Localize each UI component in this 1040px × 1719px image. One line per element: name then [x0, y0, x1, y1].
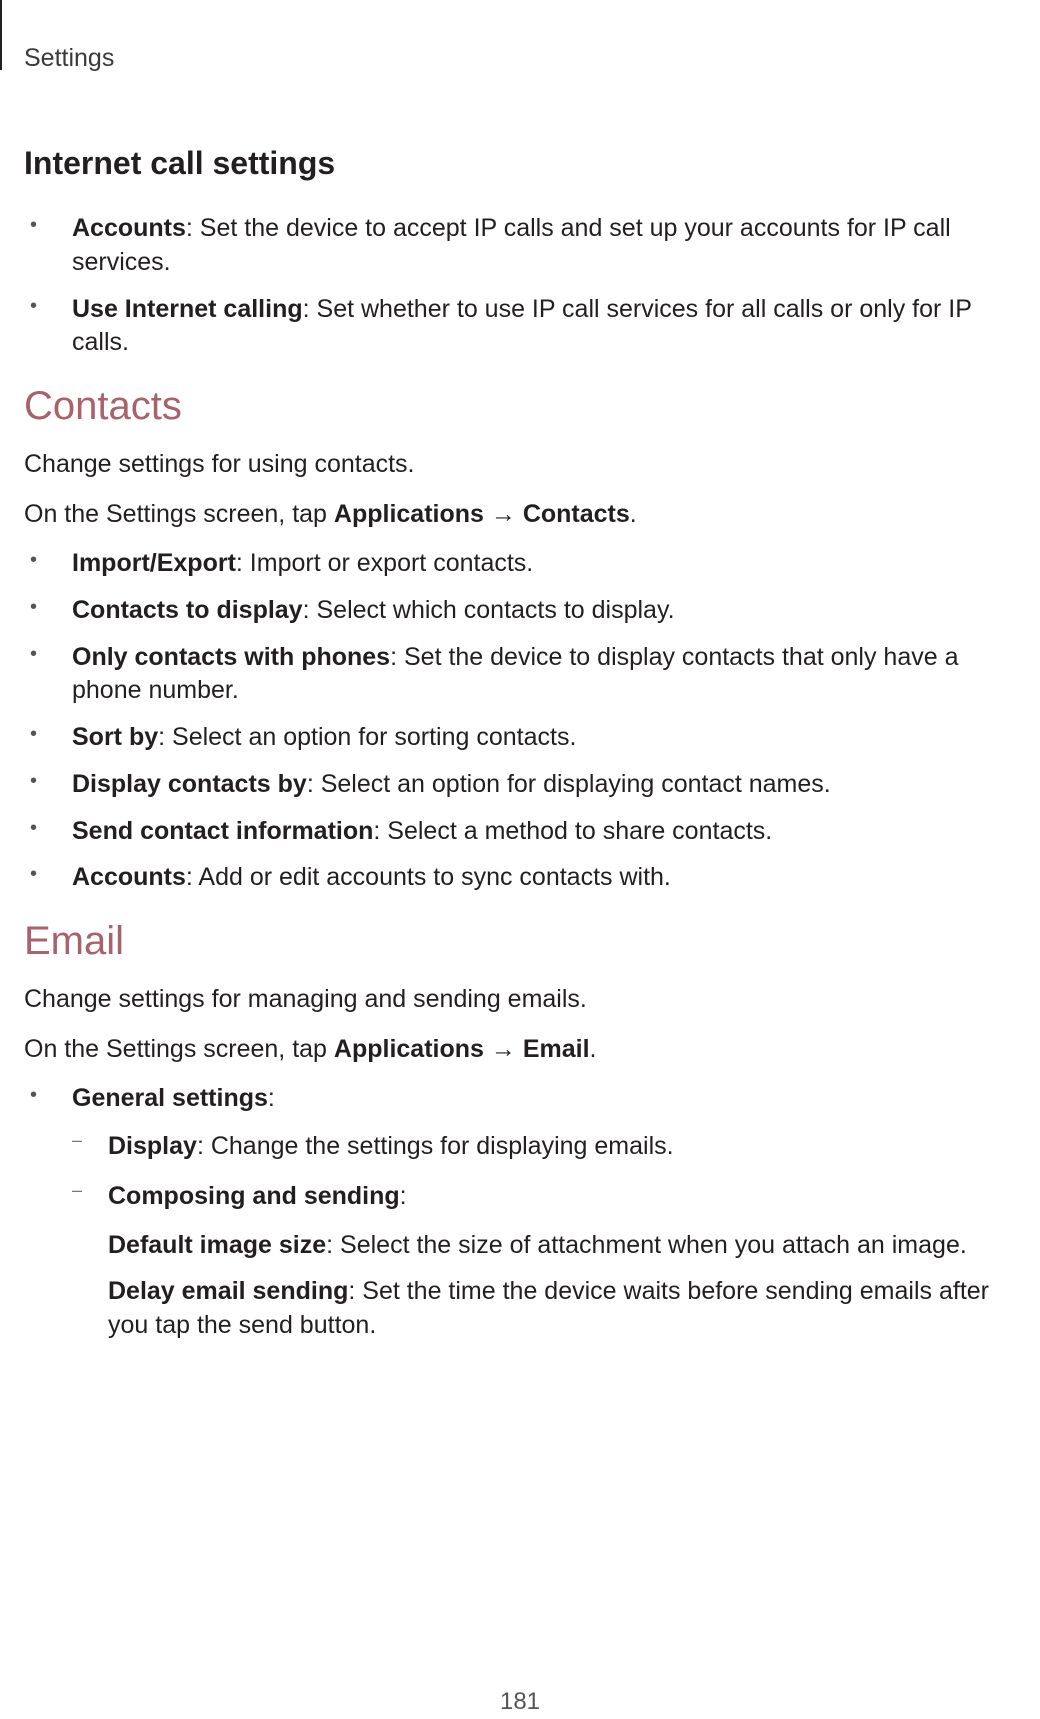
path-step-email: Email	[522, 1034, 590, 1063]
item-desc: : Set the device to accept IP calls and set up your accounts for IP call services.	[72, 214, 951, 276]
contacts-path	[24, 498, 1034, 531]
item-term: Delay email sending	[108, 1277, 349, 1305]
item-desc: : Change the settings for displaying emails.	[196, 1131, 674, 1160]
item-desc: : Select an option for sorting contacts.	[158, 723, 577, 751]
list-item	[24, 861, 1034, 895]
dash-icon: –	[72, 1129, 83, 1150]
item-term: General settings	[72, 1084, 268, 1112]
item-desc: : Set the device to display contacts that only have a phone number.	[72, 642, 959, 705]
bullet-icon: •	[30, 863, 38, 886]
item-term: Accounts	[72, 863, 186, 892]
bullet-icon: •	[30, 549, 38, 571]
running-header: Settings	[24, 44, 115, 72]
bullet-icon: •	[30, 1084, 38, 1106]
list-item	[24, 768, 1034, 802]
delay-email-sending-para	[72, 1275, 1034, 1343]
bullet-icon: •	[30, 816, 38, 839]
bullet-icon: •	[30, 642, 38, 665]
page-number: 181	[499, 1688, 541, 1715]
item-term: Only contacts with phones	[72, 642, 391, 671]
header-rule	[0, 0, 2, 70]
page-content	[24, 140, 1034, 1356]
list-item	[24, 547, 1034, 581]
path-step-applications: Applications	[333, 499, 484, 528]
arrow-icon: →	[483, 1034, 523, 1063]
path-end: .	[589, 1034, 597, 1063]
bullet-icon: •	[30, 595, 38, 618]
internet-call-heading: Internet call settings	[24, 145, 336, 181]
item-term: Display contacts by	[72, 769, 307, 798]
default-image-size-para	[72, 1229, 1034, 1263]
item-desc: : Add or edit accounts to sync contacts with.	[185, 863, 671, 892]
path-prefix: On the Settings screen, tap	[24, 1034, 334, 1063]
item-desc: : Select a method to share contacts.	[373, 816, 773, 845]
list-item	[24, 641, 1034, 709]
item-desc: : Set whether to use IP call services for all calls or only for IP calls.	[72, 294, 972, 357]
sublist-item	[72, 1130, 1034, 1164]
list-item	[24, 815, 1034, 849]
path-end: .	[629, 499, 637, 528]
item-term: Import/Export	[72, 549, 236, 577]
path-step-applications: Applications	[333, 1034, 484, 1063]
item-term: Contacts to display	[72, 595, 303, 624]
contacts-intro: Change settings for using contacts.	[24, 450, 415, 478]
bullet-icon: •	[30, 769, 38, 792]
item-desc: : Import or export contacts.	[235, 549, 534, 577]
list-item	[24, 721, 1034, 755]
contacts-list	[24, 547, 1034, 895]
item-desc: : Select which contacts to display.	[302, 595, 675, 624]
general-settings-sublist	[72, 1130, 1034, 1214]
dash-icon: –	[72, 1179, 83, 1200]
item-desc: : Select an option for displaying contact names.	[306, 769, 831, 798]
path-step-contacts: Contacts	[522, 499, 630, 528]
bullet-icon: •	[30, 214, 38, 236]
item-desc: : Set the time the device waits before sending emails after you tap the send button.	[108, 1277, 989, 1339]
item-term: Use Internet calling	[72, 294, 303, 323]
email-list	[24, 1082, 1034, 1343]
item-term: Sort by	[72, 723, 159, 751]
email-section-title: Email	[24, 919, 125, 963]
item-desc: :	[267, 1084, 275, 1112]
arrow-icon: →	[483, 499, 523, 528]
contacts-section-title: Contacts	[24, 384, 182, 428]
email-intro: Change settings for managing and sending emails.	[24, 985, 587, 1013]
email-path	[24, 1033, 1034, 1066]
item-term: Composing and sending	[108, 1181, 400, 1210]
item-term: Display	[108, 1131, 197, 1160]
item-term: Default image size	[108, 1231, 327, 1260]
path-prefix: On the Settings screen, tap	[24, 499, 334, 528]
list-item	[24, 594, 1034, 628]
list-item	[24, 1082, 1034, 1343]
list-item	[24, 293, 1034, 361]
list-item	[24, 212, 1034, 280]
bullet-icon: •	[30, 294, 38, 317]
item-term: Accounts	[72, 214, 186, 242]
item-desc: :	[399, 1181, 407, 1210]
item-desc: : Select the size of attachment when you attach an image.	[326, 1231, 967, 1260]
internet-call-list	[24, 212, 1034, 360]
bullet-icon: •	[30, 723, 38, 745]
sublist-item	[72, 1180, 1034, 1214]
item-term: Send contact information	[72, 816, 374, 845]
